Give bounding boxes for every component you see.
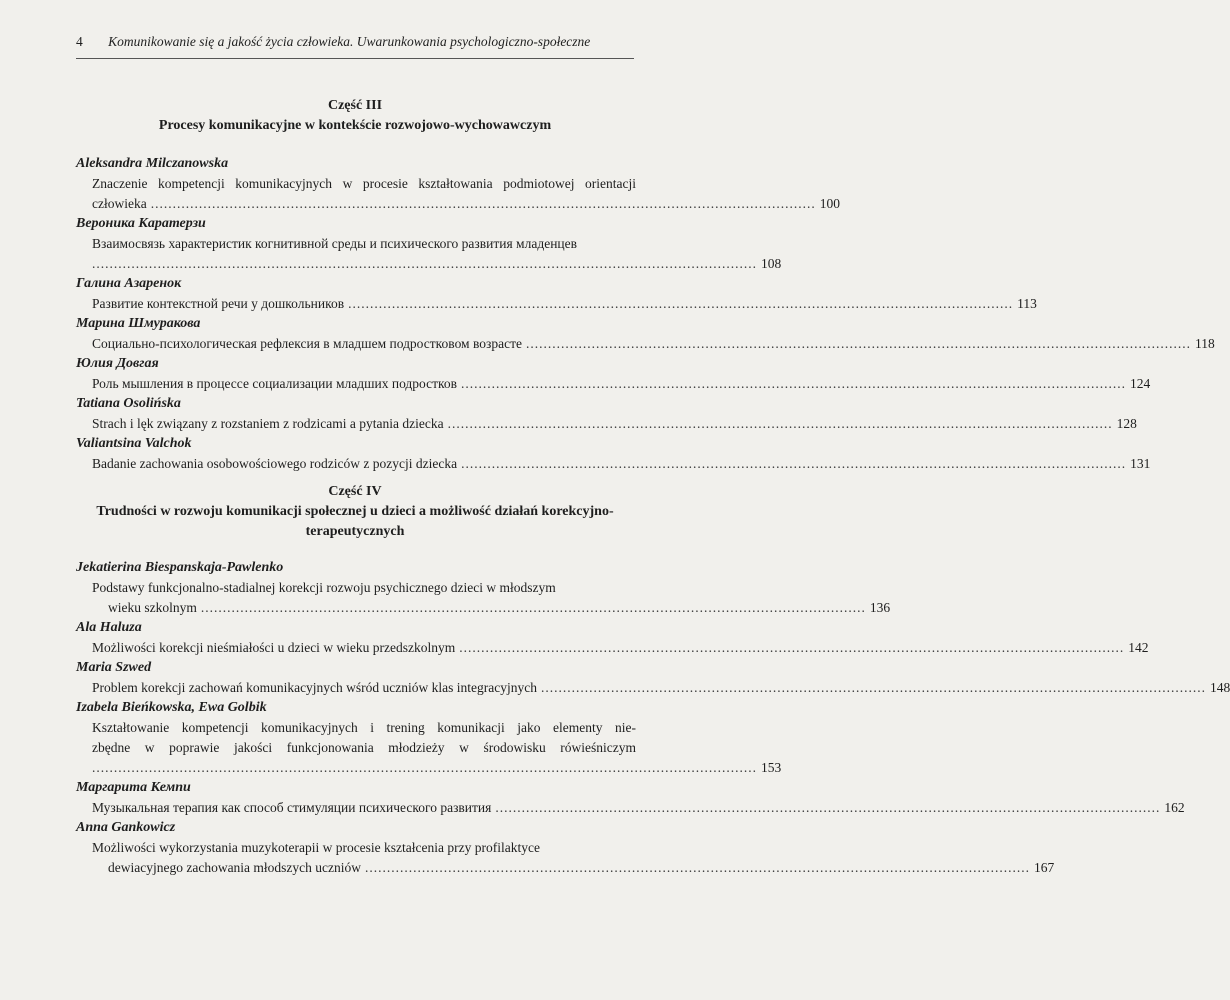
entry-author: Aleksandra Milczanowska	[76, 156, 229, 171]
entry-page-number: 162	[1164, 800, 1185, 815]
header-rule	[76, 58, 634, 59]
entry-title-line: Kształtowanie kompetencji komunikacyjnych i trening komunikacji jako elementy nie-	[92, 720, 636, 735]
entry-author: Марина Шмуракова	[76, 316, 201, 331]
entry-title-end: Музыкальная терапия как способ стимуляции психического развития	[92, 800, 492, 815]
leader-dots: ........................................................................................................................................................	[365, 860, 1031, 875]
toc-entry[interactable]	[76, 274, 1037, 314]
entry-page-number: 153	[761, 760, 782, 775]
entry-author: Юлия Довгая	[76, 356, 159, 371]
entry-author: Ala Haluza	[76, 620, 142, 635]
entry-title-end: człowieka	[92, 196, 147, 211]
entry-page-number: 131	[1130, 456, 1151, 471]
entry-author: Маргарита Кемпи	[76, 780, 191, 795]
entry-page-number: 136	[869, 600, 891, 615]
toc-entry[interactable]	[76, 314, 1215, 354]
entry-title-end: dewiacyjnego zachowania młodszych uczniów	[108, 860, 362, 875]
toc-entry[interactable]	[76, 354, 1151, 394]
part-4-title-line-1: Trudności w rozwoju komunikacji społecznej u dzieci a możliwość działań korekcyjno-	[96, 504, 614, 519]
toc-entry[interactable]	[76, 818, 1055, 878]
running-header	[76, 34, 636, 50]
leader-dots: ........................................................................................................................................................	[150, 196, 816, 211]
toc-entry[interactable]	[76, 618, 1149, 658]
entry-title-end: wieku szkolnym	[108, 600, 197, 615]
part-3-label: Część III	[327, 98, 383, 113]
entry-title-line: zbędne w poprawie jakości funkcjonowania młodzieży w środowisku rówieśniczym	[92, 740, 636, 755]
entry-title-end: Problem korekcji zachowań komunikacyjnych wśród uczniów klas integracyjnych	[92, 680, 537, 695]
leader-dots: ........................................................................................................................................................	[459, 640, 1125, 655]
entry-page-number: 128	[1116, 416, 1137, 431]
part-4-label: Część IV	[328, 484, 382, 499]
page-number: 4	[76, 34, 83, 49]
entry-page-number: 118	[1194, 336, 1215, 351]
entry-author: Jekatierina Biespanskaja-Pawlenko	[76, 560, 284, 575]
leader-dots: ........................................................................................................................................................	[461, 456, 1127, 471]
entry-page-number: 142	[1128, 640, 1149, 655]
part-4-title-line-2: terapeutycznych	[305, 524, 405, 539]
entry-title-line: Podstawy funkcjonalno-stadialnej korekcji rozwoju psychicznego dzieci w młodszym	[92, 580, 556, 595]
toc-entry[interactable]	[76, 434, 1151, 474]
entry-page-number: 148	[1210, 680, 1230, 695]
leader-dots: ........................................................................................................................................................	[461, 376, 1127, 391]
leader-dots: ........................................................................................................................................................	[447, 416, 1113, 431]
leader-dots: ........................................................................................................................................................	[525, 336, 1191, 351]
part-3-entries	[76, 154, 1215, 474]
entry-page-number: 108	[761, 256, 782, 271]
entry-page-number: 167	[1034, 860, 1055, 875]
leader-dots: ........................................................................................................................................................	[495, 800, 1161, 815]
part-3-title: Procesy komunikacyjne w kontekście rozwojowo-wychowawczym	[158, 118, 552, 133]
running-title: Komunikowanie się a jakość życia człowieka. Uwarunkowania psychologiczno-społeczne	[108, 34, 591, 49]
toc-entry[interactable]	[76, 698, 782, 778]
entry-page-number: 124	[1130, 376, 1151, 391]
entry-author: Tatiana Osolińska	[76, 396, 181, 411]
toc-entry[interactable]	[76, 154, 840, 214]
leader-dots: ........................................................................................................................................................	[541, 680, 1206, 695]
toc-entry[interactable]	[76, 394, 1137, 434]
entry-author: Valiantsina Valchok	[76, 436, 192, 451]
toc-entry[interactable]	[76, 558, 891, 618]
entry-title-end: Badanie zachowania osobowościowego rodziców z pozycji dziecka	[92, 456, 458, 471]
entry-author: Вероника Каратерзи	[76, 216, 206, 231]
entry-title-end: Możliwości korekcji nieśmiałości u dzieci w wieku przedszkolnym	[92, 640, 456, 655]
leader-dots: ........................................................................................................................................................	[200, 600, 866, 615]
toc-entry[interactable]	[76, 778, 1185, 818]
entry-author: Izabela Bieńkowska, Ewa Golbik	[76, 700, 267, 715]
entry-page-number: 113	[1017, 296, 1037, 311]
entry-author: Maria Szwed	[76, 660, 152, 675]
entry-author: Anna Gankowicz	[76, 820, 176, 835]
toc-entry[interactable]	[76, 214, 782, 274]
entry-title-end: Strach i lęk związany z rozstaniem z rodzicami a pytania dziecka	[92, 416, 444, 431]
entry-title-line: Znaczenie kompetencji komunikacyjnych w procesie kształtowania podmiotowej orientacji	[92, 176, 636, 191]
entry-title-end: Развитие контекстной речи у дошкольников	[92, 296, 345, 311]
entry-title-line: Взаимосвязь характеристик когнитивной среды и психического развития младенцев	[92, 236, 578, 251]
entry-author: Галина Азаренок	[76, 276, 182, 291]
entry-title-end: Социально-психологическая рефлексия в младшем подростковом возрасте	[92, 336, 522, 351]
toc-entry[interactable]	[76, 658, 1230, 698]
entry-title-line: Możliwości wykorzystania muzykoterapii w procesie kształcenia przy profilaktyce	[92, 840, 540, 855]
entry-title-end: Роль мышления в процессе социализации младших подростков	[92, 376, 458, 391]
leader-dots: ........................................................................................................................................................	[92, 760, 757, 775]
part-4-entries	[76, 558, 1230, 878]
leader-dots: ........................................................................................................................................................	[92, 256, 757, 271]
leader-dots: ........................................................................................................................................................	[348, 296, 1014, 311]
entry-page-number: 100	[819, 196, 840, 211]
